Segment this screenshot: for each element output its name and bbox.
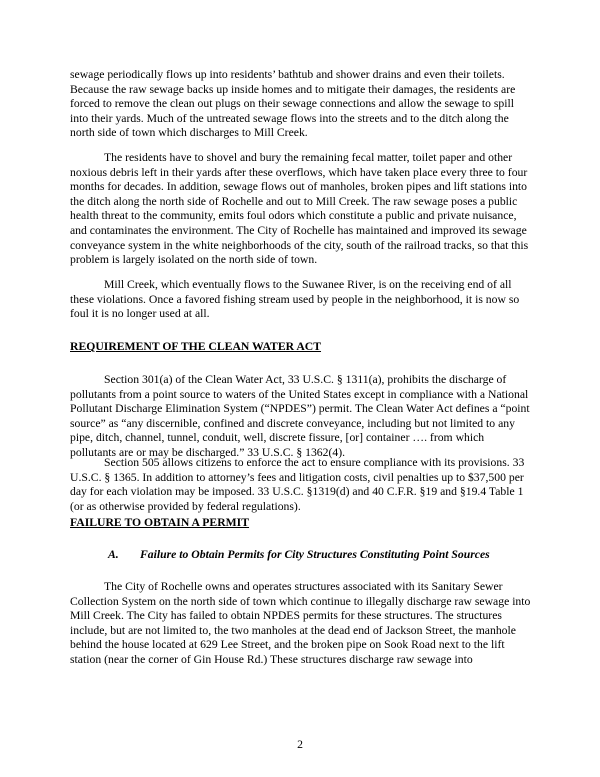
paragraph-city-structures: The City of Rochelle owns and operates structures associated with its Sanitary Sewer Collection System on the north side of town which continue to illegally discharge raw sewage into Mill Creek. The City has failed to obtain NPDES permits for these structures. The structures include, but are not limited to, the two manholes at the dead end of Jackson Street, the manhole behind the house located at 629 Lee Street, and the broken pipe on Sook Road next to the lift station (near the corner of Gin House Rd.) These structures discharge raw sewage into [70, 580, 531, 666]
heading-failure-to-obtain-permit: FAILURE TO OBTAIN A PERMIT [70, 516, 250, 529]
paragraph-residents-shovel: The residents have to shovel and bury the remaining fecal matter, toilet paper and other noxious debris left in their yards after these overflows, which have taken place every three to four months for decades. In addition, sewage flows out of manholes, broken pipes and lift stations into the ditch along the north side of Rochelle and out to Mill Creek. The raw sewage poses a public health threat to the community, emits foul odors which constitute a public and private nuisance, and contaminates the environment. The City of Rochelle has maintained and improved its sewage conveyance system in the white neighborhoods of the city, south of the railroad tracks, so that this problem is largely isolated on the north side of town. [70, 151, 529, 267]
heading-clean-water-act: REQUIREMENT OF THE CLEAN WATER ACT [70, 340, 322, 353]
subheading-title: Failure to Obtain Permits for City Structures Constituting Point Sources [140, 548, 490, 561]
paragraph-section-301: Section 301(a) of the Clean Water Act, 33 U.S.C. § 1311(a), prohibits the discharge of pollutants from a point source to waters of the United States except in compliance with a National Pollutant Discharge Elimination System (“NPDES”) permit. The Clean Water Act defines a “point source” as “any discernible, confined and discrete conveyance, including but not limited to any pipe, ditch, channel, tunnel, conduit, well, discrete fissure, [or] container …. from which pollutants are or may be discharged.” 33 U.S.C. § 1362(4). [70, 373, 530, 459]
page-number: 2 [297, 738, 303, 751]
paragraph-sewage-flows: sewage periodically flows up into residents’ bathtub and shower drains and even their toilets. Because the raw sewage backs up inside homes and to mitigate their damages, the residents are forced to remove the clean out plugs on their sewage connections and allow the sewage to spill into their yards. Much of the untreated sewage flows into the streets and to the ditch along the north side of town which discharges to Mill Creek. [70, 68, 516, 140]
paragraph-section-505: Section 505 allows citizens to enforce the act to ensure compliance with its provisions. 33 U.S.C. § 1365. In addition to attorney’s fees and litigation costs, civil penalties up to $37,500 per day for each violation may be imposed. 33 U.S.C. §1319(d) and 40 C.F.R. §19 and §19.4 Table 1 (or as otherwise provided by federal regulations). [70, 456, 525, 513]
subheading-a [108, 548, 490, 561]
subheading-letter: A. [108, 548, 119, 561]
paragraph-mill-creek: Mill Creek, which eventually flows to the Suwanee River, is on the receiving end of all these violations. Once a favored fishing stream used by people in the neighborhood, it is now so foul it is no longer used at all. [70, 278, 520, 321]
